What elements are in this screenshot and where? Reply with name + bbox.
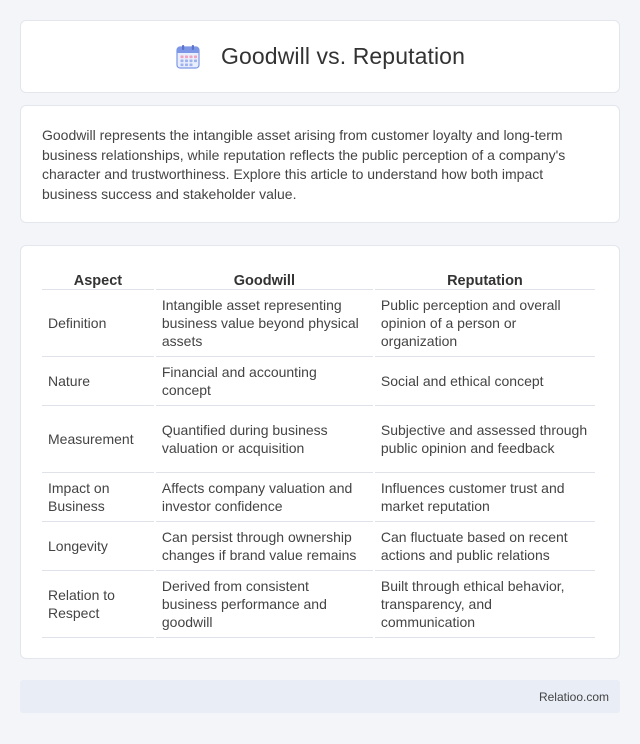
goodwill-cell: Quantified during business valuation or acquisition	[156, 406, 373, 473]
reputation-cell: Social and ethical concept	[375, 357, 595, 406]
comparison-table-card	[20, 245, 620, 659]
page-title: Goodwill vs. Reputation	[221, 43, 465, 69]
aspect-cell: Nature	[42, 357, 154, 406]
table-header-row	[42, 266, 595, 290]
goodwill-cell: Derived from consistent business performance and goodwill	[156, 571, 373, 638]
goodwill-cell: Affects company valuation and investor confidence	[156, 473, 373, 522]
reputation-cell: Built through ethical behavior, transparency, and communication	[375, 571, 595, 638]
calendar-icon	[175, 44, 201, 70]
aspect-cell: Definition	[42, 290, 154, 357]
header-aspect: Aspect	[42, 266, 154, 290]
aspect-cell: Relation to Respect	[42, 571, 154, 638]
table-row	[42, 522, 595, 571]
reputation-cell: Influences customer trust and market reputation	[375, 473, 595, 522]
reputation-cell: Public perception and overall opinion of a person or organization	[375, 290, 595, 357]
header-reputation: Reputation	[375, 266, 595, 290]
title-wrap	[175, 43, 465, 70]
reputation-cell: Can fluctuate based on recent actions and public relations	[375, 522, 595, 571]
header-goodwill: Goodwill	[156, 266, 373, 290]
goodwill-cell: Financial and accounting concept	[156, 357, 373, 406]
aspect-cell: Measurement	[42, 406, 154, 473]
table-row	[42, 473, 595, 522]
intro-card	[20, 105, 620, 223]
footer	[20, 680, 620, 713]
comparison-table	[40, 266, 597, 638]
title-card	[20, 20, 620, 93]
goodwill-cell: Intangible asset representing business value beyond physical assets	[156, 290, 373, 357]
reputation-cell: Subjective and assessed through public opinion and feedback	[375, 406, 595, 473]
aspect-cell: Longevity	[42, 522, 154, 571]
intro-text: Goodwill represents the intangible asset arising from customer loyalty and long-term business relationships, while reputation reflects the public perception of a company's character and trustworthiness. Explore this article to understand how both impact business success and stakeholder value.	[42, 127, 566, 202]
aspect-cell: Impact on Business	[42, 473, 154, 522]
table-row	[42, 357, 595, 406]
goodwill-cell: Can persist through ownership changes if brand value remains	[156, 522, 373, 571]
footer-site-link[interactable]: Relatioo.com	[538, 689, 609, 704]
table-row	[42, 406, 595, 473]
table-row	[42, 571, 595, 638]
table-row	[42, 290, 595, 357]
